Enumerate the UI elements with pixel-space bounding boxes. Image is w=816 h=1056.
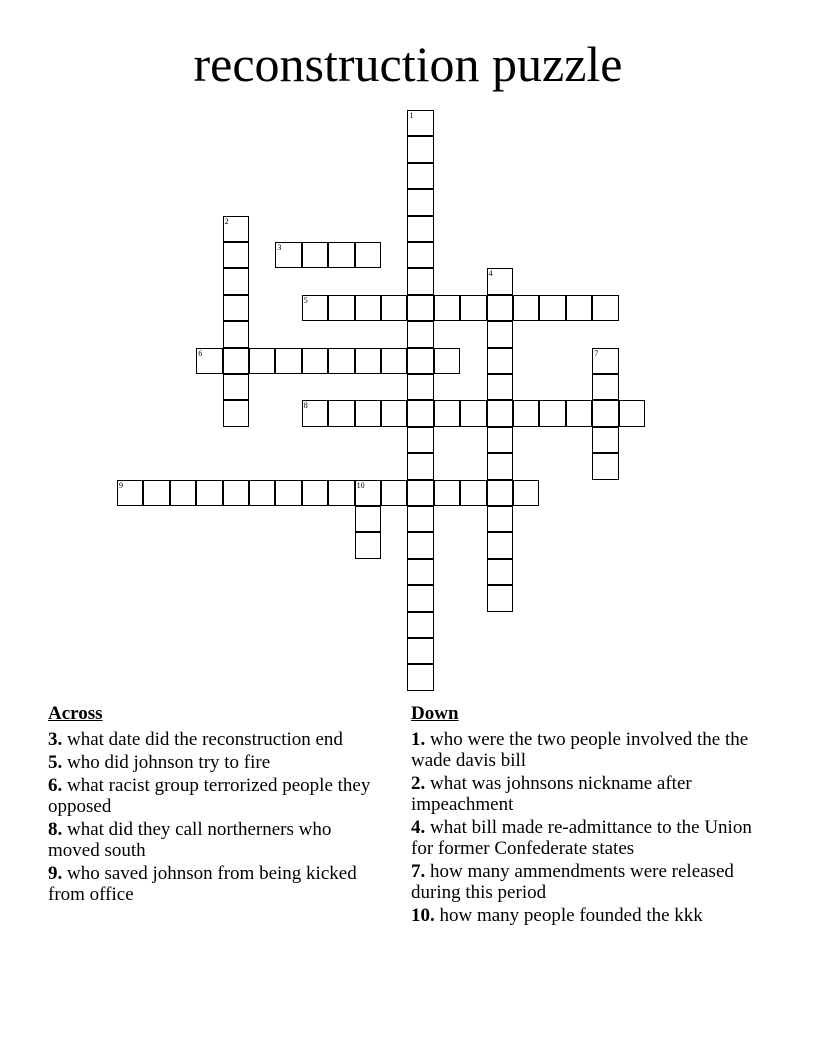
grid-cell[interactable] <box>407 638 433 664</box>
clue-number: 10. <box>411 905 435 926</box>
grid-cell[interactable] <box>196 480 222 506</box>
grid-cell[interactable] <box>275 348 301 374</box>
grid-cell[interactable] <box>407 664 433 690</box>
cell-number: 4 <box>488 269 493 279</box>
grid-cell[interactable] <box>487 268 513 294</box>
cell-number: 1 <box>409 111 414 120</box>
grid-cell[interactable] <box>513 295 539 321</box>
grid-cell[interactable] <box>223 374 249 400</box>
grid-cell[interactable] <box>381 480 407 506</box>
grid-cell[interactable] <box>407 612 433 638</box>
puzzle-title: reconstruction puzzle <box>193 36 623 92</box>
grid-cell[interactable] <box>223 216 249 242</box>
across-clues <box>48 703 383 907</box>
clue-text: who saved johnson from being kicked from office <box>48 863 357 905</box>
cell-number: 8 <box>303 401 308 411</box>
clue-down-4 <box>411 817 771 859</box>
cell-number: 6 <box>198 348 203 358</box>
grid-cell[interactable] <box>302 348 328 374</box>
clue-number: 9. <box>48 863 63 884</box>
grid-cell[interactable] <box>487 585 513 611</box>
grid-cell[interactable] <box>302 400 328 426</box>
grid-cell[interactable] <box>275 480 301 506</box>
grid-cell[interactable] <box>355 242 381 268</box>
grid-cell[interactable] <box>407 348 433 374</box>
grid-cell[interactable] <box>407 427 433 453</box>
clue-down-2 <box>411 773 771 815</box>
clue-number: 4. <box>411 817 426 838</box>
grid-cell[interactable] <box>434 400 460 426</box>
grid-cell[interactable] <box>170 480 196 506</box>
grid-cell[interactable] <box>223 348 249 374</box>
grid-cell[interactable] <box>328 480 354 506</box>
grid-cell[interactable] <box>539 295 565 321</box>
grid-cell[interactable] <box>302 295 328 321</box>
grid-cell[interactable] <box>487 506 513 532</box>
grid-cell[interactable] <box>407 400 433 426</box>
grid-cell[interactable] <box>487 427 513 453</box>
grid-cell[interactable] <box>407 374 433 400</box>
grid-cell[interactable] <box>592 453 618 479</box>
grid-cell[interactable] <box>460 400 486 426</box>
grid-cell[interactable] <box>275 242 301 268</box>
grid-cell[interactable] <box>407 506 433 532</box>
clue-across-3 <box>48 729 383 750</box>
grid-cell[interactable] <box>407 268 433 294</box>
grid-cell[interactable] <box>407 585 433 611</box>
grid-cell[interactable] <box>407 453 433 479</box>
clue-number: 6. <box>48 775 63 796</box>
grid-cell[interactable] <box>355 348 381 374</box>
grid-cell[interactable] <box>328 400 354 426</box>
clue-text: what did they call northerners who moved south <box>48 819 332 861</box>
grid-cell[interactable] <box>117 480 143 506</box>
grid-cell[interactable] <box>223 321 249 347</box>
clue-down-7 <box>411 861 771 903</box>
grid-cell[interactable] <box>407 559 433 585</box>
grid-cell[interactable] <box>407 216 433 242</box>
grid-cell[interactable] <box>592 374 618 400</box>
cell-number: 3 <box>277 243 282 252</box>
grid-cell[interactable] <box>460 295 486 321</box>
clue-text: what was johnsons nickname after impeachment <box>411 773 692 815</box>
grid-cell[interactable] <box>328 295 354 321</box>
grid-cell[interactable] <box>381 295 407 321</box>
grid-cell[interactable] <box>487 559 513 585</box>
clue-number: 2. <box>411 773 426 794</box>
grid-cell[interactable] <box>407 532 433 558</box>
clue-text: how many ammendments were released during this period <box>411 861 734 903</box>
clue-number: 8. <box>48 819 63 840</box>
grid-cell[interactable] <box>355 506 381 532</box>
grid-cell[interactable] <box>407 321 433 347</box>
clue-number: 3. <box>48 729 63 750</box>
grid-cell[interactable] <box>460 480 486 506</box>
clue-text: what date did the reconstruction end <box>67 729 343 750</box>
cell-number: 5 <box>303 295 308 305</box>
grid-cell[interactable] <box>328 242 354 268</box>
grid-cell[interactable] <box>592 427 618 453</box>
grid-cell[interactable] <box>407 295 433 321</box>
grid-cell[interactable] <box>487 348 513 374</box>
clue-text: who did johnson try to fire <box>67 752 271 773</box>
grid-cell[interactable] <box>487 453 513 479</box>
grid-cell[interactable] <box>407 110 433 136</box>
clue-across-9 <box>48 863 383 905</box>
grid-cell[interactable] <box>566 295 592 321</box>
grid-cell[interactable] <box>566 400 592 426</box>
cell-number: 7 <box>594 348 599 358</box>
grid-cell[interactable] <box>407 480 433 506</box>
grid-cell[interactable] <box>407 163 433 189</box>
grid-cell[interactable] <box>619 400 645 426</box>
clue-across-5 <box>48 752 383 773</box>
grid-cell[interactable] <box>539 400 565 426</box>
grid-cell[interactable] <box>196 348 222 374</box>
grid-cell[interactable] <box>223 242 249 268</box>
grid-cell[interactable] <box>592 295 618 321</box>
grid-cell[interactable] <box>143 480 169 506</box>
grid-cell[interactable] <box>249 480 275 506</box>
grid-cell[interactable] <box>592 348 618 374</box>
clue-text: what racist group terrorized people they opposed <box>48 775 371 817</box>
grid-cell[interactable] <box>355 480 381 506</box>
cell-number: 9 <box>119 480 123 490</box>
grid-cell[interactable] <box>302 242 328 268</box>
grid-cell[interactable] <box>487 321 513 347</box>
grid-cell[interactable] <box>381 348 407 374</box>
grid-cell[interactable] <box>407 242 433 268</box>
grid-cell[interactable] <box>223 480 249 506</box>
grid-cell[interactable] <box>513 480 539 506</box>
clue-number: 5. <box>48 752 63 773</box>
grid-cell[interactable] <box>355 295 381 321</box>
grid-cell[interactable] <box>487 295 513 321</box>
clue-number: 1. <box>411 729 426 750</box>
grid-cell[interactable] <box>434 480 460 506</box>
down-clues <box>411 703 771 928</box>
grid-cell[interactable] <box>434 295 460 321</box>
grid-cell[interactable] <box>592 400 618 426</box>
clue-down-1 <box>411 729 771 771</box>
down-heading: Down <box>411 703 459 724</box>
grid-cell[interactable] <box>381 400 407 426</box>
clue-text: how many people founded the kkk <box>439 905 703 926</box>
grid-cell[interactable] <box>302 480 328 506</box>
grid-cell[interactable] <box>487 480 513 506</box>
clue-number: 7. <box>411 861 426 882</box>
grid-cell[interactable] <box>328 348 354 374</box>
grid-cell[interactable] <box>487 374 513 400</box>
grid-cell[interactable] <box>407 136 433 162</box>
clue-across-8 <box>48 819 383 861</box>
grid-cell[interactable] <box>223 268 249 294</box>
cell-number: 2 <box>224 216 229 226</box>
across-heading: Across <box>48 703 103 724</box>
clue-across-6 <box>48 775 383 817</box>
clue-down-10 <box>411 905 771 926</box>
grid-cell[interactable] <box>223 400 249 426</box>
grid-cell[interactable] <box>355 400 381 426</box>
grid-cell[interactable] <box>407 189 433 215</box>
grid-cell[interactable] <box>487 400 513 426</box>
grid-cell[interactable] <box>434 348 460 374</box>
clue-text: what bill made re-admittance to the Union for former Confederate states <box>411 817 752 859</box>
grid-cell[interactable] <box>355 532 381 558</box>
grid-cell[interactable] <box>223 295 249 321</box>
grid-cell[interactable] <box>249 348 275 374</box>
grid-cell[interactable] <box>513 400 539 426</box>
grid-cell[interactable] <box>487 532 513 558</box>
cell-number: 10 <box>356 480 365 490</box>
clue-text: who were the two people involved the the wade davis bill <box>411 729 749 771</box>
